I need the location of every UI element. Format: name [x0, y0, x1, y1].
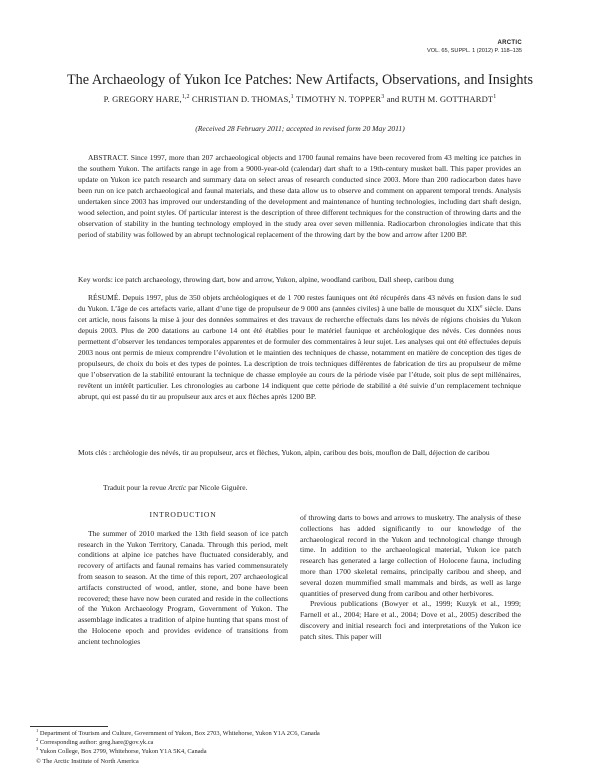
- author-gotthardt-affil: 1: [493, 94, 497, 101]
- abstract-french: [78, 292, 521, 402]
- copyright-line: © The Arctic Institute of North America: [36, 757, 139, 765]
- column-right: [300, 513, 521, 643]
- footnote-1-text: Department of Tourism and Culture, Government of Yukon, Box 2703, Whitehorse, Yukon Y1A 2C6, Canada: [39, 730, 320, 737]
- footnote-3-text: Yukon College, Box 2799, Whitehorse, Yukon Y1A 5K4, Canada: [39, 748, 207, 756]
- intro-paragraph-2: Previous publications (Bowyer et al., 1999; Kuzyk et al., 1999; Farnell et al., 2004; Hare et al., 2004; Dove et al., 2005) described the discovery and initial research foci and interpretations of the Yukon ice patch sites. This paper will: [300, 599, 521, 641]
- translation-credit: [103, 482, 247, 493]
- intro-paragraph-1: The summer of 2010 marked the 13th field season of ice patch research in the Yukon Territory, Canada. Through this period, melt conditions at alpine ice patches have fluctuated considerably, and recovery of artifacts and faunal remains has varied commensurately from season to season. At the time of this report, 207 archaeological artifacts constructed of wood, antler, stone, and bone have been recovered; these have now been curated and reside in the collections of the Yukon Archaeology Program, Government of Yukon. The assemblage indicates a tradition of alpine hunting that spans most of the Holocene epoch and provides evidence of transitions from ancient technologies: [78, 528, 288, 646]
- author-hare: P. GREGORY HARE,: [103, 94, 182, 104]
- footnotes: [36, 729, 556, 766]
- footnote-1-mark: 1: [36, 727, 39, 733]
- footnote-rule: [30, 726, 108, 727]
- author-topper-affil: 3: [381, 94, 385, 101]
- intro-paragraph-1-continued: of throwing darts to bows and arrows to musketry. The analysis of these collections has added significantly to our knowledge of the archaeological record in the Yukon and technological change through time. In addition to the archaeological material, Yukon ice patch research has generated a large collection of Holocene fauna, including more than 1700 skeletal remains, principally caribou and sheep, and several dozen mummified small mammals and birds, as well as large quantities of preserved dung from caribou and other herbivores.: [300, 513, 521, 598]
- footnote-2-mark: 2: [36, 737, 39, 743]
- journal-name: ARCTIC: [497, 40, 522, 46]
- received-dates: (Received 28 February 2011; accepted in revised form 20 May 2011): [195, 124, 405, 133]
- footnote-2: [36, 738, 556, 747]
- translation-suffix: par Nicole Giguère.: [186, 483, 248, 492]
- translation-journal: Arctic: [168, 483, 187, 492]
- author-hare-affil: 1,2: [181, 94, 190, 101]
- section-heading-introduction: INTRODUCTION: [149, 510, 217, 519]
- resume-text-a: RÉSUMÉ. Depuis 1997, plus de 350 objets archéologiques et de 1 700 restes fauniques ont été récupérés dans 43 névés en fusion dans le sud du Yukon. L’âge de ces artefacts varie, allant d’une tige de propulseur de 9 000 ans (années civiles) à une balle de mousquet du XIX: [78, 293, 521, 313]
- footnote-2-text: Corresponding author: greg.hare@gov.yk.ca: [39, 739, 154, 747]
- footnote-3: [36, 747, 556, 756]
- keywords-english: Key words: ice patch archaeology, throwing dart, bow and arrow, Yukon, alpine, woodland caribou, Dall sheep, caribou dung: [78, 275, 454, 284]
- author-gotthardt: RUTH M. GOTTHARDT: [401, 94, 494, 104]
- resume-superscript: e: [480, 303, 483, 310]
- column-left: [78, 510, 288, 648]
- author-topper: TIMOTHY N. TOPPER: [295, 94, 382, 104]
- journal-reference: VOL. 65, SUPPL. 1 (2012) P. 118–135: [427, 48, 522, 54]
- resume-text-b: siècle. Dans cet article, nous faisons la mise à jour des données sommaires et des travaux de recherche effectués dans les névés de régions choisies du Yukon depuis 2003. Plus de 200 datations au carbone 14 ont été établies pour le matériel faunique et archéologique des névés. Ces données nous permettent d’observer les tendances temporales apparentes et de formuler des commentaires à leur sujet. Les analyses qui ont été effectuées depuis 2003 nous ont permis de mieux comprendre l’évolution et le maintien des techniques de chasse, notamment en matière de conception des tiges de propulseurs, de choix du bois et des types de pointes. La description de trois techniques différentes de fabrication de tirs au propulseur de même que l’observation de la stabilité entourant la technique de chasse employée au cours de la période visée par l’étude, soit plus de sept millénaires, revêtent un intérêt particulier. Les chronologies au carbone 14 indiquent que cette période de stabilité a été suivie d’un remplacement technique abrupt, qui est passé du tir au propulseur aux arcs et aux flèches après 1200 BP.: [78, 304, 521, 401]
- author-thomas: CHRISTIAN D. THOMAS,: [191, 94, 291, 104]
- abstract-english: ABSTRACT. Since 1997, more than 207 archaeological objects and 1700 faunal remains have been recovered from 43 melting ice patches in the southern Yukon. The artifacts range in age from a 9000-year-old (calendar) dart shaft to a 19th-century musket ball. This paper provides an update on Yukon ice patch research and summary data on select areas of research conducted since 2003. More than 200 radiocarbon dates have been run on ice patch archaeological and faunal materials, and these data allow us to observe and comment on apparent temporal trends. Analysis undertaken since 2003 has improved our understanding of the development and maintenance of hunting technologies, including dart shaft design, wood selection, and point styles. Of particular interest is the description of three different techniques for the construction of throwing darts and the observation of stability in the hunting technology employed in the study area over seven millennia. Radiocarbon chronologies indicate that this period of stability was followed by an abrupt technological replacement of the throwing dart by the bow and arrow after 1200 BP.: [78, 153, 521, 239]
- keywords-french: Mots clés : archéologie des névés, tir au propulseur, arcs et flèches, Yukon, alpin, caribou des bois, mouflon de Dall, déjection de caribou: [78, 448, 490, 457]
- author-and: and: [386, 94, 400, 104]
- journal-header: [427, 39, 522, 55]
- author-thomas-affil: 1: [290, 94, 294, 101]
- footnote-1: [36, 729, 556, 738]
- footnote-3-mark: 3: [36, 746, 39, 752]
- author-list: [30, 93, 570, 105]
- article-title: The Archaeology of Yukon Ice Patches: New Artifacts, Observations, and Insights: [67, 72, 533, 88]
- translation-prefix: Traduit pour la revue: [103, 483, 169, 492]
